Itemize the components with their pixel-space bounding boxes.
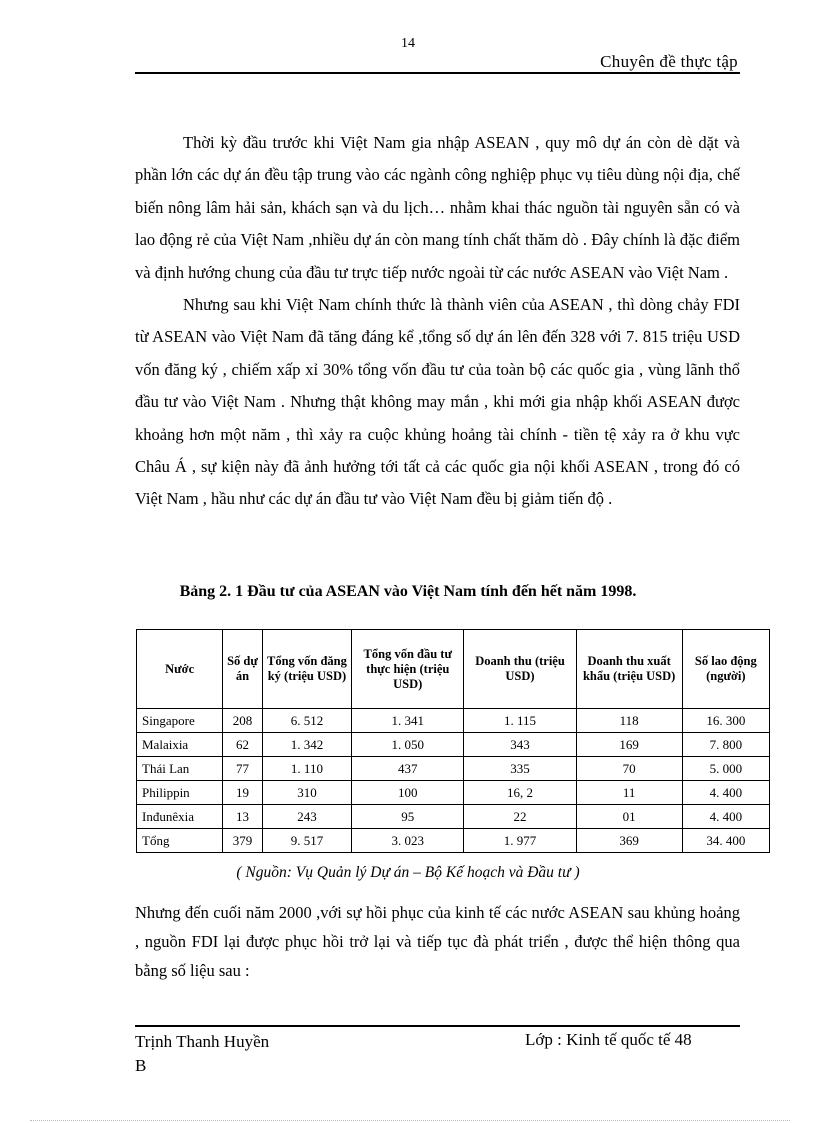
- footer-class: Lớp : Kinh tế quốc tế 48: [525, 1030, 692, 1049]
- header-cell: Doanh thu (triệu USD): [464, 630, 576, 709]
- paragraph: Nhưng sau khi Việt Nam chính thức là thành viên của ASEAN , thì dòng chảy FDI từ ASEAN vào Việt Nam đã tăng đáng kể ,tổng số dự án lên đến 328 với 7. 815 triệu USD vốn đăng ký , chiếm xấp xỉ 30% tổng vốn đầu tư của toàn bộ các quốc gia , vùng lãnh thổ đầu tư vào Việt Nam . Nhưng thật không may mắn , khi mới gia nhập khối ASEAN được khoảng hơn một năm , thì xảy ra cuộc khủng hoảng tài chính - tiền tệ xảy ra ở khu vực Châu Á , sự kiện này đã ảnh hưởng tới tất cả các quốc gia nội khối ASEAN , trong đó có Việt Nam , hầu như các dự án đầu tư vào Việt Nam đều bị giảm tiến độ .: [135, 295, 740, 509]
- table-cell: Thái Lan: [137, 757, 223, 781]
- header-cell: Tổng vốn đầu tư thực hiện (triệu USD): [352, 630, 464, 709]
- table-cell: 13: [223, 805, 262, 829]
- table-cell: 1. 342: [262, 733, 351, 757]
- header-cell: Nước: [137, 630, 223, 709]
- table-cell: 16. 300: [682, 709, 769, 733]
- footer-rule: [135, 1025, 740, 1027]
- table-cell: 100: [352, 781, 464, 805]
- table-row: [137, 805, 770, 829]
- table-cell: 9. 517: [262, 829, 351, 853]
- investment-table: [136, 629, 770, 853]
- table-title: Bảng 2. 1 Đầu tư của ASEAN vào Việt Nam tính đến hết năm 1998.: [179, 583, 637, 600]
- header-rule: [135, 72, 740, 74]
- header-cell: Số lao động (người): [682, 630, 769, 709]
- table-cell: 95: [352, 805, 464, 829]
- author-name: Trịnh Thanh Huyền: [135, 1032, 270, 1051]
- table-cell: Malaixia: [137, 733, 223, 757]
- table-cell: 335: [464, 757, 576, 781]
- header-cell: Số dự án: [223, 630, 262, 709]
- page-number: 14: [401, 36, 415, 51]
- table-cell: 5. 000: [682, 757, 769, 781]
- table-cell: 1. 341: [352, 709, 464, 733]
- table-cell: 1. 050: [352, 733, 464, 757]
- table-cell: 16, 2: [464, 781, 576, 805]
- table-cell: 4. 400: [682, 805, 769, 829]
- table-cell: 19: [223, 781, 262, 805]
- table-row: [137, 781, 770, 805]
- table-cell: 343: [464, 733, 576, 757]
- table-cell: 243: [262, 805, 351, 829]
- table-total-row: [137, 829, 770, 853]
- table-cell: 3. 023: [352, 829, 464, 853]
- table-cell: 1. 110: [262, 757, 351, 781]
- table-cell: 70: [576, 757, 682, 781]
- table-cell: Inđunêxia: [137, 805, 223, 829]
- table-header-row: [137, 630, 770, 709]
- paragraph: Thời kỳ đầu trước khi Việt Nam gia nhập ASEAN , quy mô dự án còn dè dặt và phần lớn các dự án đều tập trung vào các ngành công nghiệp phục vụ tiêu dùng nội địa, chế biến nông lâm hải sản, khách sạn và du lịch… nhằm khai thác nguồn tài nguyên sẵn có và lao động rẻ của Việt Nam ,nhiều dự án còn mang tính chất thăm dò . Đây chính là đặc điểm và định hướng chung của đầu tư trực tiếp nước ngoài từ các nước ASEAN vào Việt Nam .: [135, 133, 740, 282]
- footer-author: [135, 1030, 269, 1078]
- table-cell: 34. 400: [682, 829, 769, 853]
- header-title: Chuyên đề thực tập: [600, 52, 738, 71]
- table-cell: 01: [576, 805, 682, 829]
- table-cell: 11: [576, 781, 682, 805]
- table-cell: 6. 512: [262, 709, 351, 733]
- table-cell: 1. 977: [464, 829, 576, 853]
- table-source: ( Nguồn: Vụ Quản lý Dự án – Bộ Kế hoạch và Đầu tư ): [236, 864, 580, 881]
- table-cell: 369: [576, 829, 682, 853]
- paragraph: Nhưng đến cuối năm 2000 ,với sự hồi phục của kinh tế các nước ASEAN sau khủng hoảng , nguồn FDI lại được phục hồi trở lại và tiếp tục đà phát triển , được thể hiện thông qua bằng số liệu sau :: [135, 903, 740, 980]
- table-cell: 22: [464, 805, 576, 829]
- table-cell: 310: [262, 781, 351, 805]
- header-cell: Tổng vốn đăng ký (triệu USD): [262, 630, 351, 709]
- table-cell: 169: [576, 733, 682, 757]
- table-cell: Singapore: [137, 709, 223, 733]
- table-cell: Philippin: [137, 781, 223, 805]
- table-row: [137, 709, 770, 733]
- table-cell: 62: [223, 733, 262, 757]
- table-cell: 437: [352, 757, 464, 781]
- table-cell: 77: [223, 757, 262, 781]
- body-section-2: [135, 898, 740, 985]
- table-cell: 1. 115: [464, 709, 576, 733]
- table-cell: 379: [223, 829, 262, 853]
- table-cell: 208: [223, 709, 262, 733]
- table-row: [137, 733, 770, 757]
- table-cell: 4. 400: [682, 781, 769, 805]
- page-edge-divider: [30, 1120, 790, 1121]
- header-cell: Doanh thu xuất khẩu (triệu USD): [576, 630, 682, 709]
- table-cell: 7. 800: [682, 733, 769, 757]
- table-row: [137, 757, 770, 781]
- table-cell: Tổng: [137, 829, 223, 853]
- author-suffix: B: [135, 1056, 147, 1075]
- body-section-1: [135, 127, 740, 516]
- table-cell: 118: [576, 709, 682, 733]
